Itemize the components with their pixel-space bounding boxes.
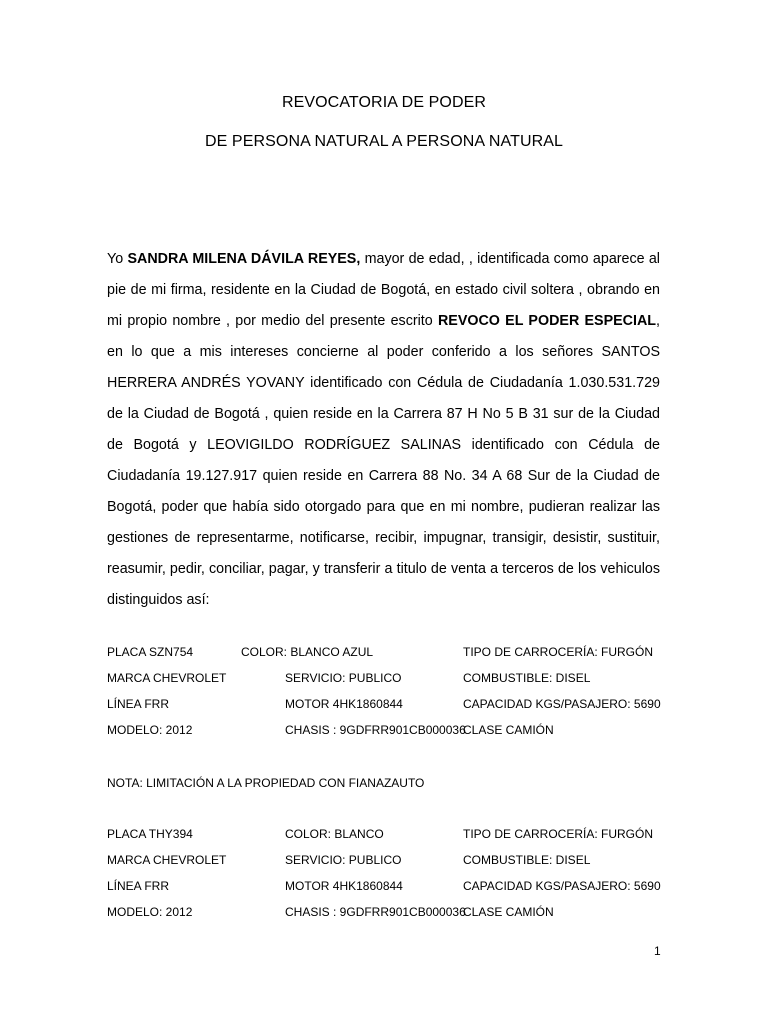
note-line: NOTA: LIMITACIÓN A LA PROPIEDAD CON FIANAZAUTO bbox=[107, 776, 425, 790]
vehicle-row bbox=[107, 873, 667, 899]
document-title: REVOCATORIA DE PODER bbox=[281, 94, 487, 111]
vehicle-row bbox=[107, 639, 667, 665]
vehicle-plate: PLACA SZN754 bbox=[107, 645, 194, 659]
vehicle-color: COLOR: BLANCO bbox=[285, 827, 384, 841]
grantor-name: SANDRA MILENA DÁVILA REYES, bbox=[127, 251, 361, 267]
vehicle-color: COLOR: BLANCO AZUL bbox=[241, 645, 374, 659]
vehicle-plate: PLACA THY394 bbox=[107, 827, 193, 841]
vehicle-body-type: TIPO DE CARROCERÍA: FURGÓN bbox=[463, 827, 654, 841]
vehicle-capacity: CAPACIDAD KGS/PASAJERO: 5690 bbox=[463, 697, 661, 711]
vehicle-row bbox=[107, 691, 667, 717]
vehicle-line: LÍNEA FRR bbox=[107, 697, 170, 711]
vehicle-row bbox=[107, 847, 667, 873]
vehicle-service: SERVICIO: PUBLICO bbox=[285, 853, 402, 867]
paragraph-text-1: Yo bbox=[107, 251, 128, 267]
vehicle-row bbox=[107, 717, 667, 743]
vehicle-line: LÍNEA FRR bbox=[107, 879, 170, 893]
vehicle-brand: MARCA CHEVROLET bbox=[107, 853, 227, 867]
vehicle-class: CLASE CAMIÓN bbox=[463, 905, 554, 919]
vehicle-fuel: COMBUSTIBLE: DISEL bbox=[463, 853, 591, 867]
document-subtitle: DE PERSONA NATURAL A PERSONA NATURAL bbox=[204, 133, 564, 150]
vehicle-body-type: TIPO DE CARROCERÍA: FURGÓN bbox=[463, 645, 654, 659]
revocation-phrase: REVOCO EL PODER ESPECIAL bbox=[437, 313, 657, 329]
vehicle-fuel: COMBUSTIBLE: DISEL bbox=[463, 671, 591, 685]
vehicle-brand: MARCA CHEVROLET bbox=[107, 671, 227, 685]
paragraph-text-3: , en lo que a mis intereses concierne al poder conferido a los señores SANTOS HERRERA ANDRÉS YOVANY identificado con Cédula de Ciudadanía 1.030.531.729 de la Ciudad de Bogotá , quien reside en la Carrera 87 H No 5 B 31 sur de la Ciudad de Bogotá y LEOVIGILDO RODRÍGUEZ SALINAS identificado con Cédula de Ciudadanía 19.127.917 quien reside en Carrera 88 No. 34 A 68 Sur de la Ciudad de Bogotá, poder que había sido otorgado para que en mi nombre, pudieran realizar las gestiones de representarme, notificarse, recibir, impugnar, transigir, desistir, sustituir, reasumir, pedir, conciliar, pagar, y transferir a titulo de venta a terceros de los vehiculos distinguidos así: bbox=[107, 313, 660, 608]
vehicle-chassis: CHASIS : 9GDFRR901CB000036 bbox=[285, 723, 466, 737]
vehicle-engine: MOTOR 4HK1860844 bbox=[285, 697, 403, 711]
vehicle-row bbox=[107, 899, 667, 925]
body-paragraph bbox=[107, 244, 660, 616]
vehicle-row bbox=[107, 665, 667, 691]
vehicle-row bbox=[107, 821, 667, 847]
vehicle-service: SERVICIO: PUBLICO bbox=[285, 671, 402, 685]
vehicle-model: MODELO: 2012 bbox=[107, 905, 193, 919]
vehicle-capacity: CAPACIDAD KGS/PASAJERO: 5690 bbox=[463, 879, 661, 893]
vehicle-2-details bbox=[107, 821, 667, 925]
page-number: 1 bbox=[654, 944, 661, 958]
vehicle-class: CLASE CAMIÓN bbox=[463, 723, 554, 737]
vehicle-chassis: CHASIS : 9GDFRR901CB000036 bbox=[285, 905, 466, 919]
vehicle-model: MODELO: 2012 bbox=[107, 723, 193, 737]
vehicle-engine: MOTOR 4HK1860844 bbox=[285, 879, 403, 893]
paragraph-text-2: mayor de edad, , identificada como aparece al pie de mi firma, residente en la Ciudad de Bogotá, en estado civil soltera , obrando en mi propio nombre , por medio del presente escrito bbox=[107, 251, 660, 329]
vehicle-1-details bbox=[107, 639, 667, 743]
